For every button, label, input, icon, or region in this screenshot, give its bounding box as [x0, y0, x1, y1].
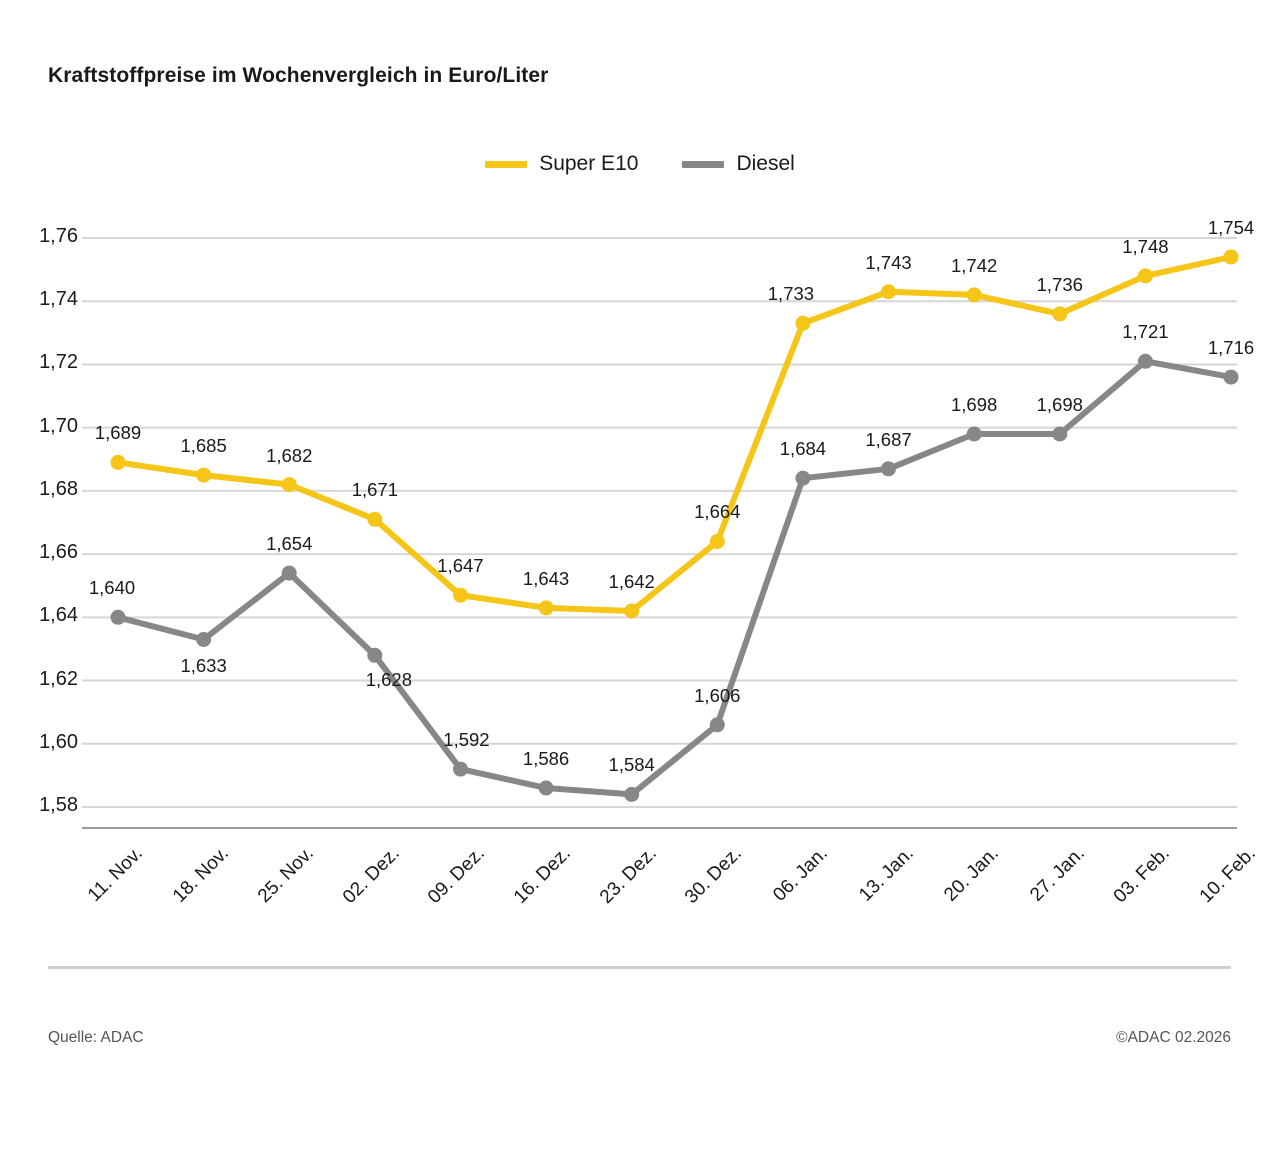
- data-point: [1224, 250, 1239, 265]
- data-point-label: 1,592: [443, 729, 490, 751]
- data-point-label: 1,698: [1036, 393, 1083, 415]
- data-point-label: 1,698: [950, 393, 998, 415]
- data-point: [282, 566, 297, 581]
- data-point-label: 1,684: [779, 438, 827, 460]
- x-axis-tick-label: 10. Feb.: [1195, 843, 1260, 908]
- data-point: [367, 648, 382, 663]
- data-point-label: 1,664: [694, 501, 741, 523]
- y-axis-tick-label: 1,66: [39, 541, 78, 564]
- y-axis-tick-label: 1,60: [39, 730, 78, 753]
- data-point-label: 1,754: [1207, 216, 1255, 238]
- data-point-label: 1,689: [94, 422, 142, 444]
- data-point-label: 1,643: [522, 567, 570, 589]
- page-title: Kraftstoffpreise im Wochenvergleich in Euro/Liter: [48, 64, 549, 87]
- data-point-label: 1,647: [437, 555, 484, 577]
- data-point-label: 1,743: [865, 251, 912, 273]
- data-point: [881, 284, 896, 299]
- x-axis-tick-label: 11. Nov.: [83, 843, 147, 906]
- x-axis-tick-label: 25. Nov.: [254, 843, 319, 907]
- data-point-label: 1,685: [180, 435, 227, 457]
- data-point-label: 1,733: [767, 283, 815, 305]
- data-point: [967, 287, 982, 302]
- y-axis-tick-label: 1,68: [39, 477, 78, 500]
- data-point-label: 1,586: [522, 748, 570, 770]
- data-point: [795, 316, 810, 331]
- data-point: [539, 781, 554, 796]
- x-axis-tick-label: 03. Feb.: [1110, 843, 1175, 908]
- data-point-label: 1,584: [608, 754, 655, 776]
- data-point-label: 1,716: [1207, 337, 1255, 359]
- y-axis-tick-label: 1,76: [39, 225, 78, 247]
- x-axis-tick-label: 09. Dez.: [424, 843, 490, 908]
- data-point: [1052, 427, 1067, 442]
- x-axis-tick-label: 02. Dez.: [338, 843, 404, 908]
- x-axis-tick-label: 06. Jan.: [769, 843, 832, 906]
- y-axis-tick-label: 1,64: [39, 604, 78, 627]
- x-axis-tick-label: 16. Dez.: [510, 843, 575, 908]
- data-point: [196, 632, 211, 647]
- data-point: [453, 762, 468, 777]
- data-point: [453, 588, 468, 603]
- data-point-label: 1,736: [1036, 273, 1083, 295]
- source-note: Quelle: ADAC: [48, 1029, 144, 1046]
- data-point: [539, 600, 554, 615]
- data-point: [967, 427, 982, 442]
- data-point-label: 1,742: [950, 254, 998, 276]
- data-point: [881, 461, 896, 476]
- data-point: [624, 787, 639, 802]
- y-axis-tick-label: 1,70: [39, 414, 78, 437]
- data-point: [795, 471, 810, 486]
- x-axis-tick-label: 30. Dez.: [681, 843, 747, 908]
- y-axis-tick-label: 1,72: [39, 351, 78, 374]
- data-point: [111, 455, 126, 470]
- data-point: [710, 534, 725, 549]
- data-point: [1138, 354, 1153, 369]
- data-point-label: 1,721: [1122, 321, 1169, 343]
- data-point-label: 1,654: [266, 533, 313, 555]
- data-point-label: 1,682: [266, 444, 313, 466]
- data-point: [710, 717, 725, 732]
- data-point: [196, 468, 211, 483]
- data-point-label: 1,633: [180, 655, 227, 677]
- data-point-label: 1,606: [694, 684, 741, 706]
- data-point: [282, 477, 297, 492]
- y-axis-tick-label: 1,58: [39, 794, 78, 816]
- legend-label-diesel: Diesel: [736, 152, 795, 175]
- x-axis-tick-label: 23. Dez.: [595, 843, 661, 908]
- data-point-label: 1,671: [351, 479, 398, 501]
- x-axis-tick-label: 18. Nov.: [168, 843, 233, 907]
- x-axis-tick-label: 27. Jan.: [1025, 843, 1089, 906]
- x-axis-tick-label: 13. Jan.: [854, 843, 918, 906]
- data-point-label: 1,687: [865, 428, 912, 450]
- y-axis-tick-label: 1,62: [39, 667, 78, 690]
- data-point: [624, 604, 639, 619]
- data-point: [1052, 306, 1067, 321]
- data-point-label: 1,640: [88, 577, 136, 599]
- legend-label-super-e10: Super E10: [539, 152, 639, 175]
- data-point-label: 1,628: [365, 669, 412, 691]
- copyright-note: ©ADAC 02.2026: [1116, 1029, 1231, 1046]
- data-point: [1138, 268, 1153, 283]
- data-point-label: 1,642: [608, 571, 655, 592]
- data-point: [111, 610, 126, 625]
- data-point-label: 1,748: [1122, 235, 1169, 257]
- data-point: [1224, 370, 1239, 385]
- y-axis-tick-label: 1,74: [39, 288, 78, 311]
- footer-divider: [48, 966, 1231, 969]
- x-axis-tick-label: 20. Jan.: [940, 843, 1003, 906]
- data-point: [367, 512, 382, 527]
